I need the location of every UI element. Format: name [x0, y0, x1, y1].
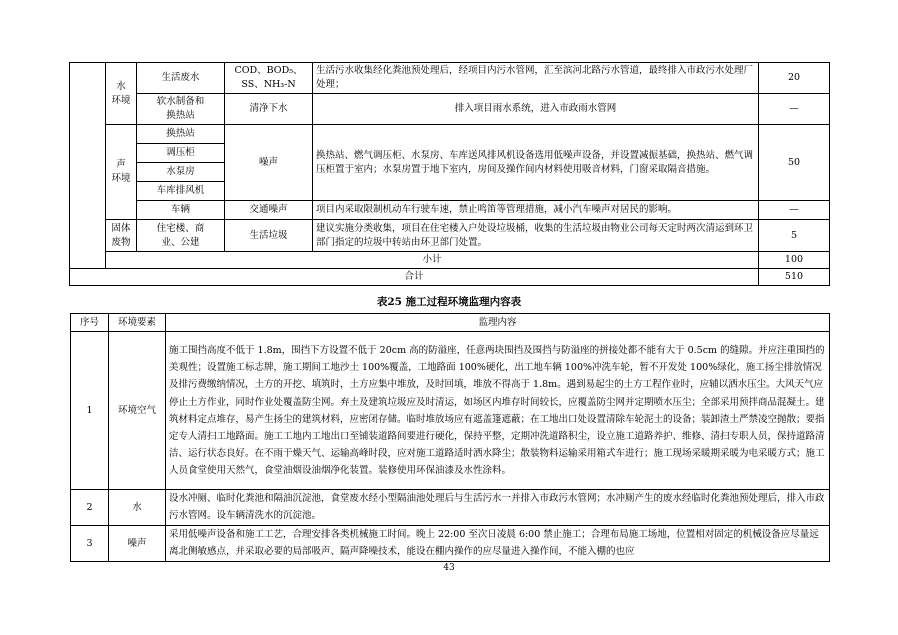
page-number: 43 [443, 563, 455, 573]
header-no: 序号 [71, 314, 109, 332]
source-buildings: 住宅楼、商 业、公建 [137, 220, 225, 252]
environmental-protection-investment-table [69, 62, 830, 286]
row-element-air: 环境空气 [109, 332, 166, 490]
pollutant-wastewater: COD、BOD₅、 SS、NH₃-N [225, 63, 313, 94]
table-caption: 表25 施工过程环境监理内容表 [376, 296, 522, 308]
pollutant-noise: 噪声 [225, 125, 313, 201]
subtotal-label: 小计 [106, 252, 759, 269]
measure-wastewater: 生活污水收集经化粪池预处理后，经项目内污水管网，汇至滨河北路污水管道，最终排入市政污水处理厂处理； [313, 63, 759, 94]
total-value: 510 [759, 269, 830, 286]
source-pressure-regulator: 调压柜 [137, 144, 225, 163]
pollutant-garbage: 生活垃圾 [225, 220, 313, 252]
row-content-water: 设水冲厕、临时化粪池和隔油沉淀池，食堂废水经小型隔油池处理后与生活污水一并排入市政污水管网；水冲厕产生的废水经临时化粪池预处理后，排入市政污水管网。设车辆清洗水的沉淀池。 [166, 490, 830, 525]
measure-clean-drainage: 排入项目雨水系统，进入市政雨水管网 [313, 94, 759, 125]
total-label: 合计 [70, 269, 759, 286]
cost-garbage: 5 [759, 220, 830, 252]
row-content-air: 施工围挡高度不低于 1.8m，围挡下方设置不低于 20cm 高的防溢座，任意两块围挡及围挡与防溢座的拼接处都不能有大于 0.5cm 的缝隙。并应注重围挡的美观性；设置施工标志牌，施工期间工地沙土 100%覆盖，工地路面 100%硬化，出工地车辆 100%冲洗车轮，暂不开发处 100%绿化，施工扬尘排放情况及排污费缴纳情况，土方的开挖、填筑时，土方应集中堆放，及时回填，堆放不得高于 1.8m。遇到易起尘的土方工程作业时，应辅以洒水压尘。大风天气应停止土方作业，同时作业处覆盖防尘网。弃土及建筑垃圾应及时清运，如场区内堆存时间较长，应覆盖防尘网并定期喷水压尘；全部采用预拌商品混凝土。建筑材料定点堆存，易产生扬尘的建筑材料，应密闭存储。临时堆放场应有遮盖篷遮蔽；在工地出口处设置清除车轮泥土的设备；装卸渣土严禁凌空抛散；要指定专人清扫工地路面。施工工地内工地出口至铺装道路间要进行硬化，保持平整，定期冲洗道路积尘，设立施工道路养护、维修、清扫专职人员，保持道路清洁、运行状态良好。在不雨干燥天气、运输高峰时段，应对施工道路适时洒水降尘；散装物料运输采用箱式车进行；施工现场采暖期采暖为电采暖方式；施工人员食堂使用天然气，食堂油烟设油烟净化装置。装修使用环保油漆及水性涂料。 [166, 332, 830, 490]
source-vehicles: 车辆 [137, 201, 225, 220]
row-element-noise: 噪声 [109, 525, 166, 561]
row-element-water: 水 [109, 490, 166, 525]
header-content: 监理内容 [166, 314, 830, 332]
cost-traffic-noise: — [759, 201, 830, 220]
row-content-noise: 采用低噪声设备和施工工艺，合理安排各类机械施工时间。晚上 22:00 至次日凌晨 6:00 禁止施工；合理布局施工场地，位置相对固定的机械设备应尽量远离北侧敏感点，并采取必要的局部吸声、隔声降噪技术，能设在棚内操作的应尽量进入操作间，不能入棚的也应 [166, 525, 830, 561]
blank-category-cell [70, 63, 106, 269]
group-solid-waste: 固体 废物 [106, 220, 137, 252]
row-no: 3 [71, 525, 109, 561]
measure-garbage: 建议实施分类收集，项目在住宅楼入户处设垃圾桶，收集的生活垃圾由物业公司每天定时两次清运到环卫部门指定的垃圾中转站由环卫部门处置。 [313, 220, 759, 252]
header-element: 环境要素 [109, 314, 166, 332]
measure-noise: 换热站、燃气调压柜、水泵房、车库送风排风机设备选用低噪声设备，并设置减振基础，换热站、燃气调压柜置于室内；水泵房置于地下室内，房间及操作间内材料使用吸音材料，门窗采取隔音措施。 [313, 125, 759, 201]
cost-noise: 50 [759, 125, 830, 201]
group-noise: 声 环境 [106, 125, 137, 220]
cost-clean-drainage: — [759, 94, 830, 125]
construction-supervision-table [70, 313, 830, 562]
pollutant-clean-drainage: 清净下水 [225, 94, 313, 125]
cost-wastewater: 20 [759, 63, 830, 94]
group-water: 水 环境 [106, 63, 137, 125]
source-heat-exchange: 换热站 [137, 125, 225, 144]
row-no: 1 [71, 332, 109, 490]
source-soft-water: 软水制备和 换热站 [137, 94, 225, 125]
pollutant-traffic-noise: 交通噪声 [225, 201, 313, 220]
measure-traffic-noise: 项目内采取限制机动车行驶车速，禁止鸣笛等管理措施，减小汽车噪声对居民的影响。 [313, 201, 759, 220]
source-pump-room: 水泵房 [137, 163, 225, 182]
source-garage-fan: 车库排风机 [137, 182, 225, 201]
subtotal-value: 100 [759, 252, 830, 269]
row-no: 2 [71, 490, 109, 525]
source-domestic-wastewater: 生活废水 [137, 63, 225, 94]
